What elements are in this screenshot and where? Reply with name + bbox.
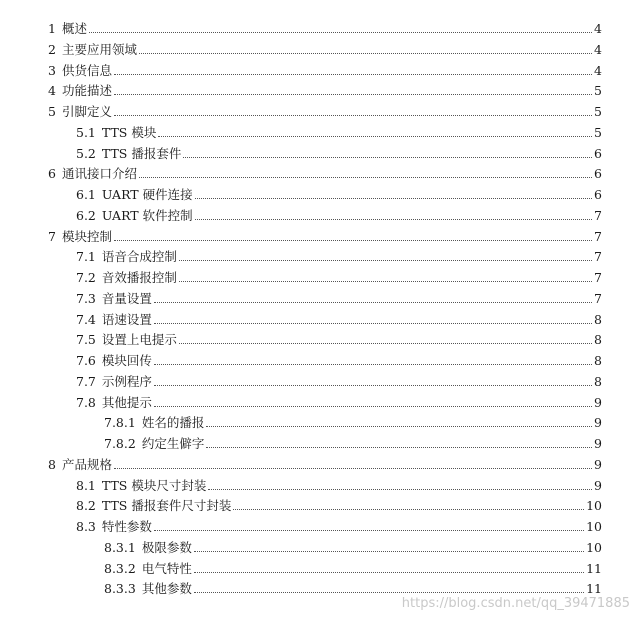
toc-entry-page: 9 [594,436,602,451]
toc-entry-number: 7.4 [76,311,96,327]
toc-entry[interactable] [0,348,640,369]
dot-leader [154,385,592,386]
dot-leader [179,281,592,282]
toc-entry-title: 电气特性 [141,560,192,576]
dot-leader [114,94,592,95]
toc-entry[interactable] [0,203,640,224]
toc-entry[interactable] [0,286,640,307]
toc-entry-number: 7.6 [76,353,96,368]
dot-leader [154,406,592,407]
toc-entry-title: 姓名的播报 [141,415,205,431]
toc-entry-title: 产品规格 [61,456,112,472]
toc-entry-title: UART 软件控制 [101,207,193,223]
toc-entry[interactable] [0,452,640,473]
toc-entry-title: 语音合成控制 [101,249,177,265]
dot-leader [139,177,592,178]
toc-entry-title: 模块控制 [61,228,112,244]
toc-entry[interactable] [0,390,640,411]
dot-leader [194,592,584,593]
toc-entry-number: 5.2 [76,145,96,161]
toc-entry-title: TTS 模块尺寸封装 [101,477,207,493]
dot-leader [154,364,592,365]
toc-entry-page: 5 [594,104,602,119]
dot-leader [114,468,592,469]
toc-entry-page: 8 [594,373,602,389]
toc-entry-page: 10 [586,498,602,514]
toc-entry-number: 5.1 [76,124,96,140]
toc-entry[interactable] [0,431,640,452]
toc-entry[interactable] [0,120,640,141]
toc-entry-number: 5 [48,104,56,119]
dot-leader [114,240,592,241]
toc-entry-number: 6 [48,166,56,182]
toc-entry-page: 4 [594,41,602,57]
toc-entry-number: 8.3.1 [104,539,136,555]
toc-entry-page: 7 [594,249,602,265]
toc-entry-page: 9 [594,415,602,431]
toc-entry-title: 概述 [61,21,87,36]
toc-entry-page: 6 [594,145,602,161]
dot-leader [195,198,592,199]
toc-entry-title: 功能描述 [61,83,112,99]
toc-entry-title: 引脚定义 [61,104,112,119]
toc-entry-page: 9 [594,456,602,472]
toc-entry-number: 6.2 [76,207,96,223]
toc-entry-title: 约定生僻字 [141,436,205,451]
toc-entry-page: 7 [594,270,602,285]
dot-leader [208,489,592,490]
dot-leader [179,260,592,261]
toc-entry-page: 6 [594,166,602,182]
toc-entry[interactable] [0,327,640,348]
toc-entry[interactable] [0,58,640,79]
dot-leader [114,115,592,116]
toc-entry-page: 6 [594,187,602,202]
toc-entry-page: 9 [594,477,602,493]
dot-leader [183,157,592,158]
toc-entry[interactable] [0,78,640,99]
toc-entry-number: 3 [48,62,56,78]
dot-leader [158,136,592,137]
toc-entry-title: 极限参数 [141,539,192,555]
toc-entry-title: TTS 模块 [101,124,157,140]
toc-entry[interactable] [0,369,640,390]
dot-leader [154,323,592,324]
dot-leader [139,53,592,54]
toc-entry-title: 音效播报控制 [101,270,177,285]
toc-entry-number: 6.1 [76,187,96,202]
toc-entry[interactable] [0,99,640,120]
toc-entry[interactable] [0,473,640,494]
toc-entry-number: 7.5 [76,332,96,348]
toc-entry-page: 7 [594,290,602,306]
dot-leader [194,572,584,573]
toc-entry-title: UART 硬件连接 [101,187,193,202]
toc-entry-number: 4 [48,83,56,99]
toc-entry-number: 8 [48,456,56,472]
toc-entry[interactable] [0,141,640,162]
toc-entry-title: 语速设置 [101,311,152,327]
dot-leader [114,74,592,75]
dot-leader [179,343,592,344]
toc-entry[interactable] [0,493,640,514]
toc-entry-page: 4 [594,21,602,36]
toc-entry-number: 8.3.3 [104,581,136,597]
toc-entry-number: 8.2 [76,498,96,514]
toc-entry-title: TTS 播报套件尺寸封装 [101,498,232,514]
toc-entry-page: 8 [594,332,602,348]
toc-entry-page: 8 [594,311,602,327]
toc-entry[interactable] [0,410,640,431]
dot-leader [195,219,592,220]
dot-leader [206,426,592,427]
toc-entry-title: 通讯接口介绍 [61,166,137,182]
toc-entry-title: 特性参数 [101,519,152,534]
dot-leader [206,447,592,448]
toc-entry-title: 主要应用领域 [61,41,137,57]
toc-entry-title: 其他提示 [101,394,152,410]
toc-entry-title: 示例程序 [101,373,152,389]
toc-entry-page: 8 [594,353,602,368]
dot-leader [194,551,584,552]
toc-entry-page: 10 [586,539,602,555]
dot-leader [89,32,592,33]
dot-leader [233,509,584,510]
toc-entry-title: TTS 播报套件 [101,145,182,161]
toc-entry-title: 其他参数 [141,581,192,597]
toc-entry-title: 模块回传 [101,353,152,368]
toc-entry-number: 8.3 [76,519,96,534]
toc-entry[interactable] [0,556,640,577]
toc-entry-page: 11 [586,560,602,576]
toc-entry-number: 7.7 [76,373,96,389]
toc-entry-number: 7.8.1 [104,415,136,431]
toc-entry-title: 音量设置 [101,290,152,306]
toc-entry-number: 7.8 [76,394,96,410]
toc-entry[interactable] [0,244,640,265]
toc-entry[interactable] [0,576,640,597]
toc-entry[interactable] [0,265,640,286]
toc-entry-number: 8.1 [76,477,96,493]
toc-entry[interactable] [0,37,640,58]
toc-entry[interactable] [0,307,640,328]
toc-entry-page: 5 [594,124,602,140]
toc-entry-number: 7 [48,228,56,244]
toc-entry-page: 9 [594,394,602,410]
toc-entry-number: 1 [48,21,56,36]
toc-entry-number: 2 [48,41,56,57]
toc-entry-number: 7.8.2 [104,436,136,451]
toc-entry-page: 7 [594,207,602,223]
toc-entry-title: 供货信息 [61,62,112,78]
toc-entry-page: 10 [586,519,602,534]
dot-leader [154,530,584,531]
toc-entry-page: 5 [594,83,602,99]
toc-entry-page: 11 [586,581,602,597]
toc-entry-number: 8.3.2 [104,560,136,576]
toc-entry[interactable] [0,224,640,245]
toc-entry-page: 7 [594,228,602,244]
watermark: https://blog.csdn.net/qq_39471885 [401,596,630,611]
toc-entry-number: 7.1 [76,249,96,265]
toc-entry-title: 设置上电提示 [101,332,177,348]
toc-entry-page: 4 [594,62,602,78]
toc-entry[interactable] [0,161,640,182]
toc-entry[interactable] [0,535,640,556]
toc-entry[interactable] [0,16,640,37]
dot-leader [154,302,592,303]
toc-entry[interactable] [0,514,640,535]
toc-entry-number: 7.3 [76,290,96,306]
toc-entry[interactable] [0,182,640,203]
toc-entry-number: 7.2 [76,270,96,285]
